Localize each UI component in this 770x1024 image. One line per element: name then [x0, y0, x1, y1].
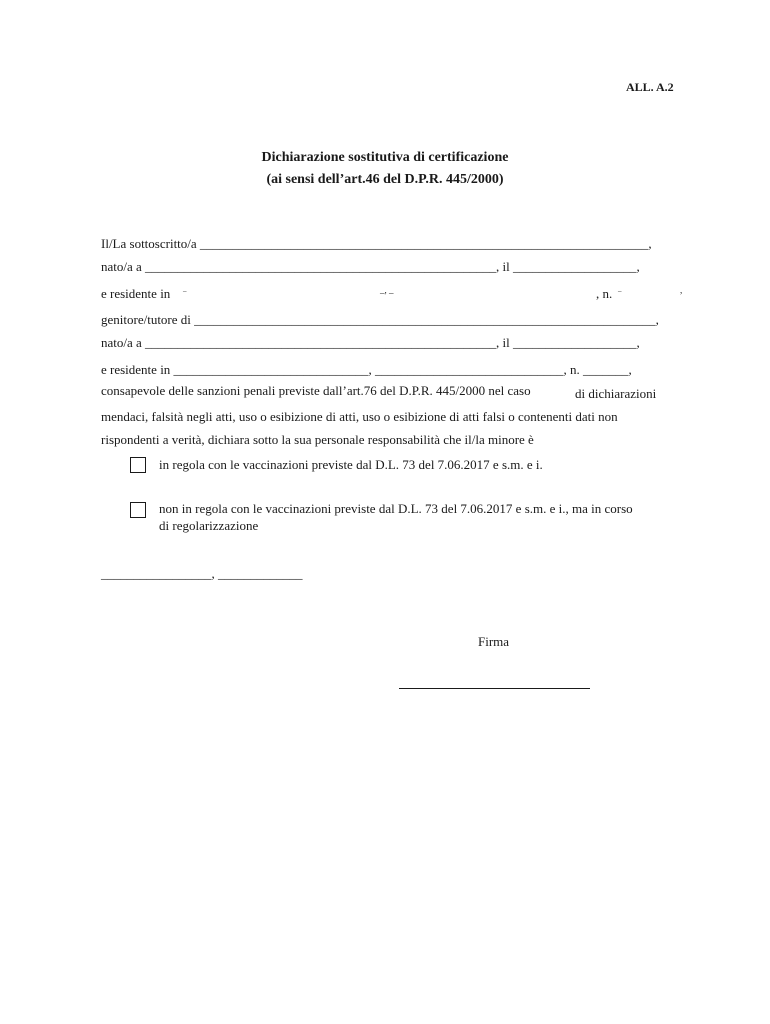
residenza-1-comma: ,	[680, 285, 683, 295]
option-in-regola-label: in regola con le vaccinazioni previste dal D.L. 73 del 7.06.2017 e s.m. e i.	[159, 457, 543, 472]
field-place-date[interactable]: _________________, _____________	[101, 566, 303, 581]
declaration-line-1a: consapevole delle sanzioni penali previste dall’art.76 del D.P.R. 445/2000 nel caso	[101, 383, 531, 398]
residenza-1-label: e residente in	[101, 286, 171, 301]
checkbox-in-regola[interactable]	[130, 457, 146, 473]
attachment-label: ALL. A.2	[626, 80, 674, 94]
signature-line[interactable]	[399, 688, 590, 689]
field-genitore[interactable]: genitore/tutore di _______________________________________________________________________,	[101, 312, 659, 327]
field-sottoscritto[interactable]: Il/La sottoscritto/a _____________________________________________________________________,	[101, 236, 652, 251]
residenza-1-mark-c: _	[618, 285, 622, 293]
document-subtitle: (ai sensi dell’art.46 del D.P.R. 445/2000)	[266, 172, 504, 187]
residenza-1-mark-b: _, _	[380, 285, 394, 295]
field-residenza-2[interactable]: e residente in ______________________________, _____________________________, n. _______,	[101, 362, 632, 377]
residenza-1-number-label: , n.	[596, 286, 613, 301]
declaration-line-3: rispondenti a verità, dichiara sotto la sua personale responsabilità che il/la minore è	[101, 432, 534, 447]
residenza-1-mark-a: _	[183, 285, 187, 293]
document-title: Dichiarazione sostitutiva di certificazione	[261, 150, 509, 165]
checkbox-non-in-regola[interactable]	[130, 502, 146, 518]
signature-label: Firma	[478, 634, 510, 649]
declaration-line-2: mendaci, falsità negli atti, uso o esibizione di atti, uso o esibizione di atti falsi o contenenti dati non	[101, 409, 618, 424]
declaration-line-1b: di dichiarazioni	[575, 386, 657, 401]
option-non-in-regola-label-1: non in regola con le vaccinazioni previste dal D.L. 73 del 7.06.2017 e s.m. e i., ma in corso	[159, 501, 633, 516]
option-non-in-regola-label-2: di regolarizzazione	[159, 518, 259, 533]
field-nato-2[interactable]: nato/a a ______________________________________________________, il ___________________,	[101, 335, 640, 350]
field-nato-1[interactable]: nato/a a ______________________________________________________, il ___________________,	[101, 259, 640, 274]
